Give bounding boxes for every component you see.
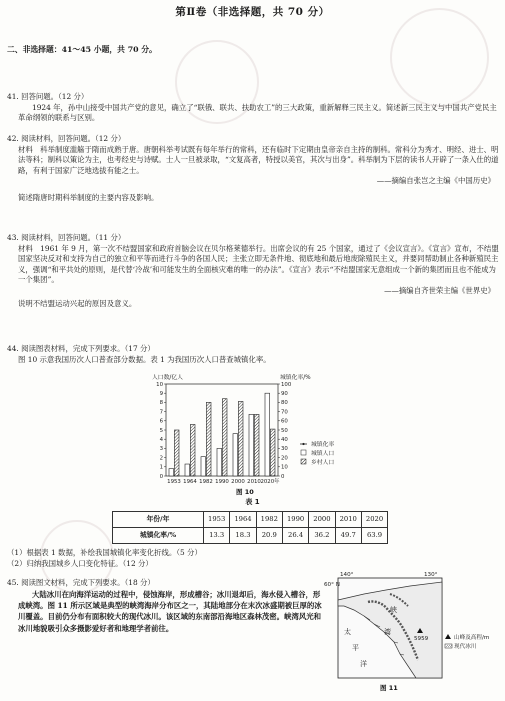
bar-urban [265, 393, 270, 476]
y2-tick-label: 100 [281, 381, 292, 388]
y-tick-label: 2 [159, 455, 163, 462]
chart-body [156, 382, 334, 485]
legend-rural-swatch [301, 459, 306, 464]
material-text: 材料 科举制度滥觞于隋而成熟于唐。唐朝科举考试既有每年举行的常科，还有临时下定期由皇帝亲自主持的制科。常科分为秀才、明经、进士、明法等科；制科以策论为主，也考经史与诗赋。士人一旦被录取，“文复高者，特授以美官，其次与出身”。科举制为下层的读书人开辟了一条入仕的道路，有利于国家广泛地选拔有能之士。 [18, 144, 499, 175]
sea-label: 平 [352, 644, 359, 652]
table-header-cell: 城镇化率/% [113, 528, 204, 544]
bar-urban [185, 464, 190, 476]
y-tick-label: 4 [159, 437, 163, 443]
x-tick-label: 1982 [199, 479, 213, 485]
fjord-map [324, 570, 500, 694]
table-header-cell: 年份/年 [113, 512, 204, 528]
question-ask: 简述隋唐时期科举制度的主要内容及影响。 [18, 192, 159, 202]
peak-icon [445, 634, 451, 639]
bar-rural [238, 401, 243, 476]
paper-title: 第Ⅱ卷（非选择题，共 70 分） [175, 6, 330, 18]
y-tick-label: 7 [159, 409, 163, 416]
year-cell: 2010 [335, 512, 361, 528]
y-tick-label: 1 [159, 464, 163, 471]
y-tick-label: 3 [159, 446, 163, 453]
question-45 [7, 578, 325, 634]
figure-caption: 图 11 [380, 684, 398, 692]
year-cell: 2000 [309, 512, 335, 528]
legend-label: 城镇人口 [311, 451, 335, 457]
x-tick-label: 2000 [231, 479, 245, 485]
year-cell: 1953 [204, 512, 230, 528]
bar-urban [217, 448, 222, 476]
question-intro: 图 10 示意我国历次人口普查部分数据。表 1 为我国历次人口普查城镇化率。 [18, 354, 271, 364]
figure-caption: 图 10 [236, 488, 254, 496]
peak-elevation: 5959 [414, 636, 429, 642]
y2-tick-label: 20 [281, 455, 288, 462]
y2-tick-label: 70 [281, 409, 288, 416]
bar-urban [233, 434, 238, 476]
bar-rural [222, 399, 227, 476]
legend-point-swatch [302, 443, 304, 445]
sea-label: 太 [344, 628, 351, 636]
y2-tick-label: 0 [281, 473, 285, 480]
x-tick-label: 1964 [183, 479, 197, 485]
table-row [113, 512, 388, 528]
material-source: ——摘编自齐世荣主编《世界史》 [384, 285, 495, 295]
population-chart [150, 372, 350, 496]
question-body: 大陆冰川在向海洋运动的过程中，侵蚀海岸，形成槽谷；冰川退却后，海水侵入槽谷，形成峡湾。图 11 所示区域是典型的峡湾海岸分布区之一，其陆地部分在末次冰盛期被巨厚的冰川覆盖。目前仍分布有面积较大的现代冰川。该区域的东南部沿海地区森林茂密。峡湾风光和冰川地貌吸引众多摄影爱好者和地理学者前往。 [18, 589, 322, 633]
requirement-1: （1）根据表 1 数据，补绘我国城镇化率变化折线。（5 分） [7, 548, 202, 557]
y-tick-label: 6 [159, 418, 163, 425]
rate-cell: 13.3 [204, 528, 230, 544]
question-42 [7, 134, 499, 203]
map-label: 湾 [384, 628, 391, 636]
plot-frame [166, 384, 278, 476]
map-label: 峡 [390, 606, 397, 614]
question-ask: 说明不结盟运动兴起的原因及意义。 [18, 299, 137, 309]
bar-rural [254, 414, 259, 476]
y-axis-label: 人口数/亿人 [152, 375, 183, 381]
bar-urban [249, 414, 254, 476]
lon-label: 140° [340, 572, 354, 578]
y2-axis-label: 城镇化率/% [280, 375, 311, 381]
table-caption: 表 1 [245, 498, 260, 506]
rate-cell: 18.3 [230, 528, 256, 544]
y2-tick-label: 10 [281, 464, 288, 471]
bar-urban [169, 469, 174, 476]
requirement-2: （2）归纳我国城乡人口变化特征。（12 分） [7, 558, 153, 568]
rate-cell: 63.9 [361, 528, 387, 544]
section-heading: 二、非选择题：41～45 小题，共 70 分。 [7, 45, 157, 54]
question-44-requirements [7, 548, 499, 569]
question-body: 1924 年，孙中山接受中国共产党的意见，确立了“联俄、联共、扶助农工”的三大政策，重新解释三民主义。简述新三民主义与中国共产党民主革命纲领的联系与区别。 [18, 102, 497, 123]
year-cell: 1990 [282, 512, 308, 528]
y2-tick-label: 30 [281, 446, 288, 453]
material-source: ——摘编自张岂之主编《中国历史》 [376, 176, 495, 186]
legend-label: 山峰及高程/m [454, 635, 490, 641]
year-cell: 1964 [230, 512, 256, 528]
legend-label: 乡村人口 [311, 460, 335, 466]
sea-label: 洋 [360, 660, 367, 668]
bar-rural [206, 402, 211, 476]
question-41 [7, 92, 499, 124]
rate-cell: 20.9 [256, 528, 282, 544]
y-tick-label: 0 [159, 473, 163, 480]
legend-urban-swatch [301, 450, 306, 455]
y-tick-label: 8 [159, 400, 163, 407]
bar-rural [174, 430, 179, 476]
material-text: 材料 1961 年 9 月，第一次不结盟国家和政府首脑会议在贝尔格莱德举行。出席会议的有 25 个国家，通过了《会议宣言》。《宣言》宣布，不结盟国家坚决反对和支持为自己的独立和平等而进行斗争的各国人民；主张立即无条件地、彻底地和最后地废除殖民主义，并要同帮助制止各种新殖民主义，强调“和平共处的原则，是代替‘冷战’和可能发生的全面核灾难的唯一的办法”。《宣言》表示“不结盟国家无意组成一个新的集团而且也不能成为一个集团”。 [18, 243, 499, 285]
legend-label: 现代冰川 [454, 644, 477, 650]
y2-tick-label: 90 [281, 391, 288, 397]
rate-cell: 26.4 [282, 528, 308, 544]
y2-tick-label: 50 [281, 427, 288, 434]
lat-label: 60° N [324, 582, 340, 588]
y2-tick-label: 40 [281, 437, 288, 443]
y-tick-label: 10 [156, 381, 163, 388]
question-head: 45. 阅读图文材料，完成下列要求。（18 分） [7, 578, 155, 587]
question-head: 42. 阅读材料，回答问题。（12 分） [7, 134, 126, 143]
map-legend [445, 633, 489, 650]
y2-tick-label: 80 [281, 400, 288, 407]
rate-cell: 36.2 [309, 528, 335, 544]
table-row [113, 528, 388, 544]
y-tick-label: 9 [159, 391, 163, 397]
year-cell: 1982 [256, 512, 282, 528]
x-tick-label: 2020年 [260, 479, 280, 485]
question-43 [7, 233, 499, 310]
question-head: 43. 阅读材料，回答问题。（11 分） [7, 233, 126, 242]
x-tick-label: 1953 [167, 479, 181, 485]
rate-cell: 49.7 [335, 528, 361, 544]
y-tick-label: 5 [159, 427, 163, 434]
x-tick-label: 2010 [247, 479, 261, 485]
bar-rural [270, 429, 275, 476]
lon-label: 130° [424, 572, 438, 578]
legend-label: 城镇化率 [311, 442, 335, 448]
year-cell: 2020 [361, 512, 387, 528]
bar-rural [190, 424, 195, 476]
question-44 [7, 344, 499, 365]
bar-urban [201, 457, 206, 476]
y2-tick-label: 60 [281, 418, 288, 425]
question-head: 44. 阅读图表材料，完成下列要求。（17 分） [7, 344, 155, 353]
question-head: 41. 回答问题。（12 分） [7, 92, 89, 101]
x-tick-label: 1990 [215, 479, 229, 485]
urbanization-table [112, 511, 388, 544]
